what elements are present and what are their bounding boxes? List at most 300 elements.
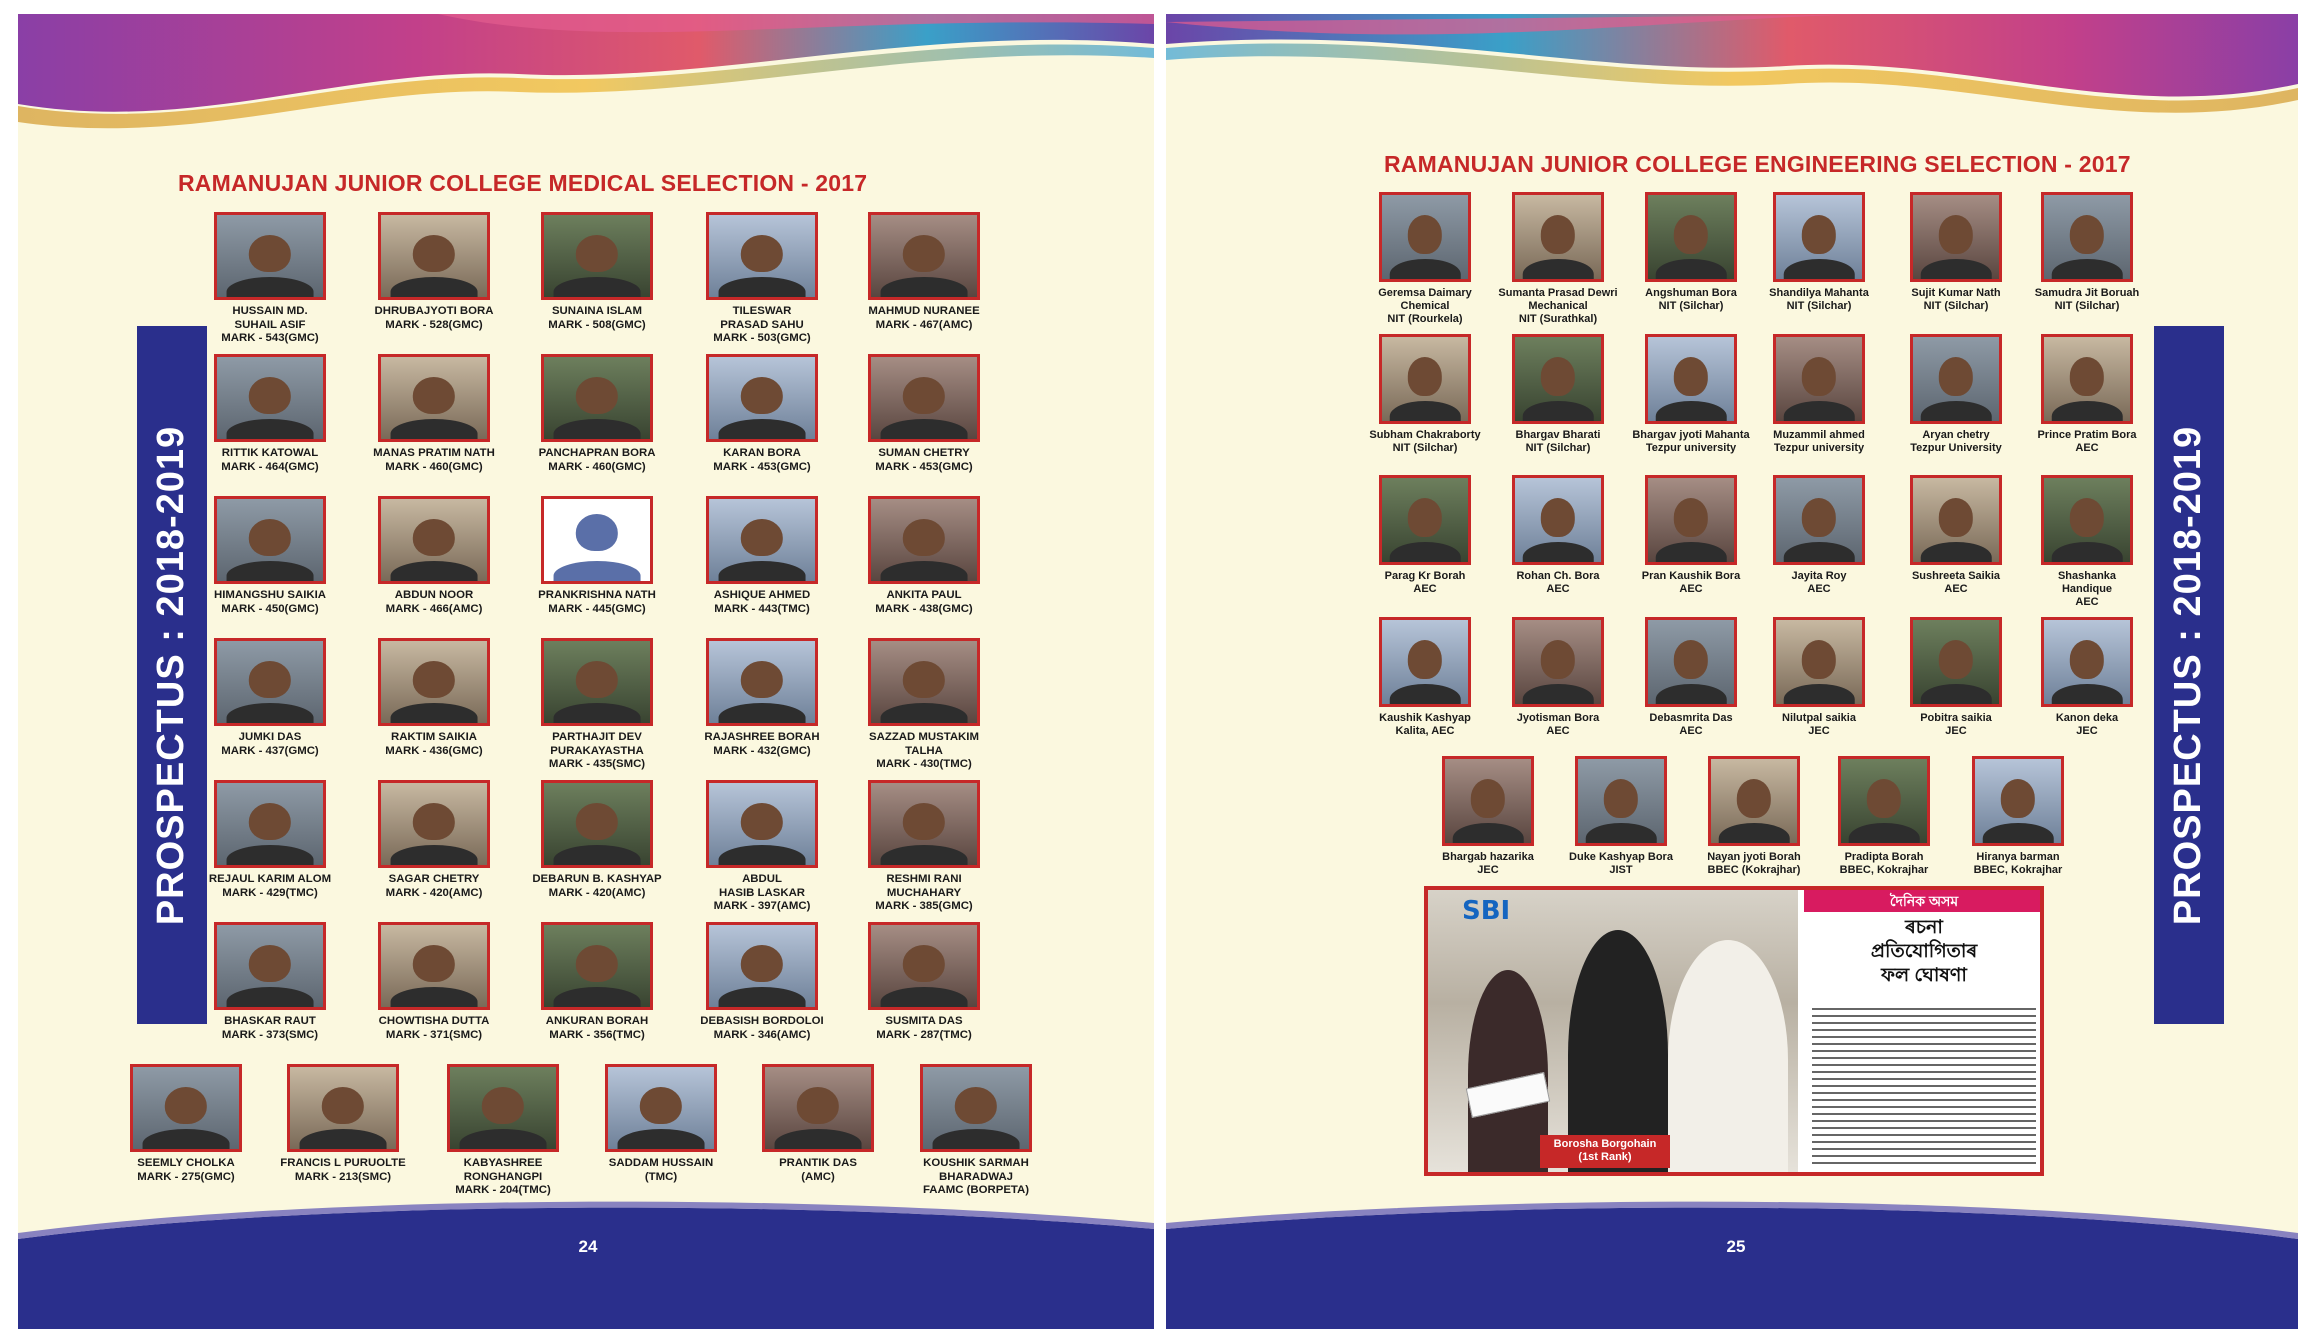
caption-line: BBEC (Kokrajhar) xyxy=(1707,864,1801,877)
caption-line: Parag Kr Borah xyxy=(1384,570,1466,582)
student-photo xyxy=(1379,192,1471,282)
caption-line: (AMC) xyxy=(801,1170,835,1183)
student-photo xyxy=(1645,192,1737,282)
student-caption xyxy=(1890,429,2022,455)
ceremony-scene xyxy=(1428,890,1798,1172)
caption-line: JEC xyxy=(1945,725,1967,738)
student-caption xyxy=(1625,570,1757,596)
student-photo xyxy=(541,780,653,868)
caption-line: MARK - 508(GMC) xyxy=(548,318,646,331)
student-photo xyxy=(1645,617,1737,707)
sbi-logo: SBI xyxy=(1462,896,1511,926)
student-card xyxy=(849,638,999,772)
caption-line: Shandilya Mahanta xyxy=(1769,287,1869,299)
student-photo xyxy=(1838,756,1930,846)
caption-line: HASIB LASKAR xyxy=(718,886,806,899)
caption-line: JUMKI DAS xyxy=(238,731,302,743)
student-card xyxy=(195,496,345,616)
caption-line: Tezpur university xyxy=(1773,442,1865,455)
caption-line: NIT (Silchar) xyxy=(1658,300,1724,313)
student-photo xyxy=(378,638,490,726)
caption-line: MARK - 528(GMC) xyxy=(385,318,483,331)
student-photo xyxy=(1379,475,1471,565)
student-card xyxy=(1492,475,1624,596)
caption-line: BBEC, Kokrajhar xyxy=(1839,864,1929,877)
caption-line: PRANTIK DAS xyxy=(779,1157,857,1169)
caption-line: MARK - 453(GMC) xyxy=(875,460,973,473)
caption-line: AEC xyxy=(1679,725,1703,738)
student-card xyxy=(1625,334,1757,455)
caption-line: NIT (Silchar) xyxy=(1786,300,1852,313)
student-photo xyxy=(1442,756,1534,846)
caption-line: MARK - 275(GMC) xyxy=(137,1170,235,1183)
caption-line: MARK - 371(SMC) xyxy=(385,1028,483,1041)
student-caption xyxy=(1952,851,2084,877)
student-photo xyxy=(378,780,490,868)
student-card xyxy=(268,1064,418,1184)
student-card xyxy=(359,638,509,758)
student-photo xyxy=(378,354,490,442)
student-photo xyxy=(2041,192,2133,282)
caption-line: AEC xyxy=(1807,583,1831,596)
student-caption xyxy=(1818,851,1950,877)
caption-line: Nilutpal saikia xyxy=(1782,712,1856,724)
student-caption xyxy=(2021,429,2153,455)
caption-line: NIT (Silchar) xyxy=(1525,442,1591,455)
caption-line: AEC xyxy=(1546,583,1570,596)
caption-line: MUCHAHARY xyxy=(886,886,962,899)
student-caption xyxy=(1359,287,1491,327)
caption-line: Duke Kashyap Bora xyxy=(1569,851,1673,863)
caption-line: MARK - 503(GMC) xyxy=(713,332,811,345)
caption-line: MARK - 438(GMC) xyxy=(875,602,973,615)
student-card xyxy=(2021,475,2153,610)
caption-line: Chemical xyxy=(1400,300,1450,313)
student-photo xyxy=(1910,617,2002,707)
student-card xyxy=(687,780,837,914)
student-photo xyxy=(1773,334,1865,424)
caption-line: DHRUBAJYOTI BORA xyxy=(374,305,494,317)
caption-line: RONGHANGPI xyxy=(463,1170,543,1183)
student-caption xyxy=(1625,712,1757,738)
top-decorative-wave xyxy=(18,14,1154,154)
student-card xyxy=(1359,617,1491,738)
student-card xyxy=(2021,617,2153,738)
caption-line: SUNAINA ISLAM xyxy=(551,305,643,317)
caption-line: Bhargav jyoti Mahanta xyxy=(1632,429,1750,441)
caption-line: Jayita Roy xyxy=(1791,570,1847,582)
caption-line: MARK - 464(GMC) xyxy=(221,460,319,473)
caption-line: MARK - 435(SMC) xyxy=(548,758,646,771)
student-caption xyxy=(195,305,345,346)
caption-line: AEC xyxy=(1679,583,1703,596)
caption-line: AEC xyxy=(1546,725,1570,738)
caption-line: MARK - 460(GMC) xyxy=(385,460,483,473)
caption-line: MARK - 460(GMC) xyxy=(548,460,646,473)
student-photo xyxy=(2041,617,2133,707)
caption-line: ANKITA PAUL xyxy=(886,589,962,601)
student-caption xyxy=(687,1015,837,1042)
student-card xyxy=(1818,756,1950,877)
caption-line: Bhargav Bharati xyxy=(1515,429,1601,441)
caption-line: PARTHAJIT DEV xyxy=(552,731,642,743)
caption-line: RITTIK KATOWAL xyxy=(221,447,319,459)
caption-line: NIT (Silchar) xyxy=(1923,300,1989,313)
caption-line: Subham Chakraborty xyxy=(1369,429,1481,441)
student-card xyxy=(687,638,837,758)
student-caption xyxy=(687,589,837,616)
student-photo xyxy=(1910,334,2002,424)
student-caption xyxy=(195,873,345,900)
student-caption xyxy=(1890,570,2022,596)
student-photo xyxy=(868,780,980,868)
caption-line: SEEMLY CHOLKA xyxy=(137,1157,235,1169)
caption-line: DEBARUN B. KASHYAP xyxy=(532,873,662,885)
student-photo xyxy=(130,1064,242,1152)
student-photo xyxy=(214,212,326,300)
student-card xyxy=(586,1064,736,1184)
student-card xyxy=(522,354,672,474)
caption-line: MARK - 397(AMC) xyxy=(713,900,811,913)
award-ceremony-photo xyxy=(1424,886,2044,1176)
student-card xyxy=(1753,334,1885,455)
student-photo xyxy=(1645,334,1737,424)
student-card xyxy=(743,1064,893,1184)
student-caption xyxy=(522,447,672,474)
student-card xyxy=(849,922,999,1042)
caption-line: Sumanta Prasad Dewri xyxy=(1498,287,1618,299)
student-caption xyxy=(1555,851,1687,877)
student-card xyxy=(849,354,999,474)
caption-line: MARK - 445(GMC) xyxy=(548,602,646,615)
prospectus-banner-text: PROSPECTUS : 2018-2019 xyxy=(150,425,193,925)
student-photo xyxy=(868,212,980,300)
student-caption xyxy=(1753,287,1885,313)
caption-line: MARK - 432(GMC) xyxy=(713,744,811,757)
caption-line: Kaushik Kashyap xyxy=(1379,712,1471,724)
caption-line: KARAN BORA xyxy=(723,447,801,459)
student-photo xyxy=(541,638,653,726)
caption-line: MARK - 385(GMC) xyxy=(875,900,973,913)
student-photo xyxy=(2041,334,2133,424)
student-card xyxy=(1359,334,1491,455)
student-card xyxy=(1492,192,1624,327)
student-card xyxy=(111,1064,261,1184)
student-card xyxy=(1625,475,1757,596)
student-photo xyxy=(1379,334,1471,424)
caption-line: PANCHAPRAN BORA xyxy=(538,447,656,459)
caption-line: MAHMUD NURANEE xyxy=(868,305,980,317)
student-card xyxy=(195,922,345,1042)
student-card xyxy=(359,780,509,900)
caption-line: JEC xyxy=(2076,725,2098,738)
student-caption xyxy=(195,731,345,758)
student-card xyxy=(1625,617,1757,738)
student-card xyxy=(522,638,672,772)
caption-line: AEC xyxy=(1413,583,1437,596)
caption-line: MARK - 450(GMC) xyxy=(221,602,319,615)
student-caption xyxy=(1492,429,1624,455)
student-caption xyxy=(687,873,837,914)
student-caption xyxy=(849,873,999,914)
caption-line: SAZZAD MUSTAKIM xyxy=(869,731,979,743)
caption-line: BHASKAR RAUT xyxy=(224,1015,316,1027)
caption-line: MARK - 543(GMC) xyxy=(221,332,319,345)
student-caption xyxy=(522,731,672,772)
student-card xyxy=(522,496,672,616)
student-card xyxy=(195,212,345,346)
student-caption xyxy=(1753,429,1885,455)
student-photo xyxy=(541,212,653,300)
engineering-selection-heading: RAMANUJAN JUNIOR COLLEGE ENGINEERING SELECTION - 2017 xyxy=(1384,151,2131,177)
student-photo xyxy=(706,496,818,584)
caption-line: Bhargab hazarika xyxy=(1442,851,1534,863)
caption-line: MARK - 443(TMC) xyxy=(714,602,810,615)
caption-line: SUMAN CHETRY xyxy=(878,447,970,459)
student-card xyxy=(687,354,837,474)
caption-line: BHARADWAJ xyxy=(938,1170,1014,1183)
student-caption xyxy=(1359,429,1491,455)
caption-line: SADDAM HUSSAIN xyxy=(608,1157,714,1169)
caption-line: MARK - 346(AMC) xyxy=(713,1028,811,1041)
caption-line: MARK - 453(GMC) xyxy=(713,460,811,473)
caption-line: PRASAD SAHU xyxy=(720,318,804,331)
student-photo xyxy=(1773,617,1865,707)
student-photo xyxy=(706,212,818,300)
caption-line: KOUSHIK SARMAH xyxy=(923,1157,1029,1169)
student-photo xyxy=(1910,192,2002,282)
caption-line: MARK - 429(TMC) xyxy=(222,886,318,899)
caption-line: SUSMITA DAS xyxy=(885,1015,963,1027)
caption-line: NIT (Surathkal) xyxy=(1518,313,1598,326)
caption-line: FRANCIS L PURUOLTE xyxy=(280,1157,406,1169)
caption-line: Tezpur university xyxy=(1645,442,1737,455)
student-caption xyxy=(1359,570,1491,596)
caption-line: MARK - 436(GMC) xyxy=(385,744,483,757)
caption-line: Aryan chetry xyxy=(1922,429,1990,441)
newspaper-text-lines xyxy=(1812,1008,2036,1164)
caption-line: Hiranya barman xyxy=(1976,851,2060,863)
student-card xyxy=(1422,756,1554,877)
prospectus-banner-text: PROSPECTUS : 2018-2019 xyxy=(2167,425,2210,925)
student-photo xyxy=(214,354,326,442)
student-card xyxy=(687,212,837,346)
caption-line: CHOWTISHA DUTTA xyxy=(378,1015,490,1027)
caption-line: TALHA xyxy=(905,744,943,757)
medical-selection-heading: RAMANUJAN JUNIOR COLLEGE MEDICAL SELECTION - 2017 xyxy=(178,170,868,196)
student-caption xyxy=(1688,851,1820,877)
student-photo xyxy=(1773,192,1865,282)
student-photo xyxy=(605,1064,717,1152)
caption-line: JEC xyxy=(1808,725,1830,738)
student-caption xyxy=(1625,429,1757,455)
caption-line: MARK - 466(AMC) xyxy=(385,602,483,615)
caption-line: Muzammil ahmed xyxy=(1773,429,1865,441)
newspaper-masthead: দৈনিক অসম xyxy=(1804,890,2044,912)
newspaper-headline: ৰচনা প্ৰতিযোগিতাৰ ফল ঘোষণা xyxy=(1870,917,1978,986)
student-card xyxy=(1753,617,1885,738)
caption-line: (TMC) xyxy=(644,1170,678,1183)
page-number-right: 25 xyxy=(1726,1237,1746,1256)
caption-line: Shashanka xyxy=(2057,570,2117,582)
student-caption xyxy=(359,1015,509,1042)
caption-line: MARK - 430(TMC) xyxy=(876,758,972,771)
caption-line: MARK - 373(SMC) xyxy=(221,1028,319,1041)
caption-line: Pran Kaushik Bora xyxy=(1641,570,1741,582)
caption-line: Kanon deka xyxy=(2055,712,2119,724)
student-caption xyxy=(2021,287,2153,313)
caption-line: KABYASHREE xyxy=(463,1157,543,1169)
student-caption xyxy=(1359,712,1491,738)
caption-line: Prince Pratim Bora xyxy=(2037,429,2137,441)
student-card xyxy=(359,212,509,332)
student-card xyxy=(1890,617,2022,738)
student-caption xyxy=(849,305,999,332)
student-caption xyxy=(522,589,672,616)
student-photo xyxy=(1972,756,2064,846)
student-card xyxy=(1753,475,1885,596)
student-photo xyxy=(706,922,818,1010)
student-caption xyxy=(359,731,509,758)
caption-line: MARK - 420(AMC) xyxy=(548,886,646,899)
caption-line: ABDUN NOOR xyxy=(394,589,474,601)
student-card xyxy=(195,638,345,758)
student-card xyxy=(1890,475,2022,596)
student-photo xyxy=(706,780,818,868)
student-photo xyxy=(214,496,326,584)
student-photo xyxy=(1645,475,1737,565)
caption-line: AEC xyxy=(2075,442,2099,455)
caption-line: AEC xyxy=(1944,583,1968,596)
caption-line: Sujit Kumar Nath xyxy=(1911,287,2001,299)
caption-line: MARK - 287(TMC) xyxy=(876,1028,972,1041)
caption-line: Sushreeta Saikia xyxy=(1911,570,2001,582)
student-photo xyxy=(541,354,653,442)
student-photo xyxy=(706,354,818,442)
newspaper-clipping xyxy=(1804,890,2044,1172)
caption-line: NIT (Silchar) xyxy=(2054,300,2120,313)
student-photo xyxy=(287,1064,399,1152)
caption-line: AEC xyxy=(2075,596,2099,609)
student-card xyxy=(1359,475,1491,596)
student-caption xyxy=(1422,851,1554,877)
prospectus-banner-right xyxy=(2154,326,2224,1024)
caption-line: REJAUL KARIM ALOM xyxy=(208,873,332,885)
caption-line: Tezpur University xyxy=(1910,442,2002,455)
left-page xyxy=(18,14,1154,1329)
student-caption xyxy=(359,589,509,616)
student-photo xyxy=(1910,475,2002,565)
student-photo xyxy=(868,354,980,442)
student-caption xyxy=(687,305,837,346)
student-caption xyxy=(2021,570,2153,610)
student-caption xyxy=(849,1015,999,1042)
elder-figure xyxy=(1668,940,1788,1176)
student-card xyxy=(901,1064,1051,1198)
student-caption xyxy=(1492,570,1624,596)
student-photo xyxy=(214,638,326,726)
student-photo xyxy=(1512,475,1604,565)
caption-line: BBEC, Kokrajhar xyxy=(1973,864,2063,877)
caption-line: JEC xyxy=(1477,864,1499,877)
student-card xyxy=(428,1064,578,1198)
caption-line: MARK - 467(AMC) xyxy=(875,318,973,331)
student-caption xyxy=(195,589,345,616)
caption-line: DEBASISH BORDOLOI xyxy=(700,1015,824,1027)
caption-line: MARK - 356(TMC) xyxy=(549,1028,645,1041)
student-caption xyxy=(522,305,672,332)
student-photo xyxy=(1379,617,1471,707)
student-photo xyxy=(868,922,980,1010)
caption-line: MANAS PRATIM NATH xyxy=(373,447,495,459)
student-caption xyxy=(522,1015,672,1042)
student-photo xyxy=(706,638,818,726)
student-photo xyxy=(541,496,653,584)
caption-line: HIMANGSHU SAIKIA xyxy=(213,589,326,601)
student-photo xyxy=(1512,334,1604,424)
student-caption xyxy=(1492,712,1624,738)
student-card xyxy=(2021,334,2153,455)
caption-line: Geremsa Daimary xyxy=(1378,287,1472,299)
caption-line: HUSSAIN MD. xyxy=(232,305,308,317)
caption-line: TILESWAR xyxy=(732,305,792,317)
caption-line: FAAMC (BORPETA) xyxy=(922,1184,1030,1197)
student-caption xyxy=(359,873,509,900)
student-card xyxy=(1555,756,1687,877)
student-card xyxy=(195,354,345,474)
student-caption xyxy=(1625,287,1757,313)
student-caption xyxy=(2021,712,2153,738)
student-photo xyxy=(1708,756,1800,846)
student-caption xyxy=(195,447,345,474)
student-card xyxy=(359,496,509,616)
student-photo xyxy=(1512,192,1604,282)
student-caption xyxy=(849,589,999,616)
student-caption xyxy=(849,731,999,772)
student-photo xyxy=(447,1064,559,1152)
student-caption xyxy=(1890,287,2022,313)
student-photo xyxy=(868,496,980,584)
student-card xyxy=(1492,334,1624,455)
student-card xyxy=(1952,756,2084,877)
caption-line: MARK - 437(GMC) xyxy=(221,744,319,757)
student-card xyxy=(359,922,509,1042)
caption-line: PRANKRISHNA NATH xyxy=(538,589,656,601)
student-card xyxy=(1359,192,1491,327)
caption-line: Angshuman Bora xyxy=(1645,287,1737,299)
student-caption xyxy=(1492,287,1624,327)
student-card xyxy=(2021,192,2153,313)
caption-line: Jyotisman Bora xyxy=(1516,712,1600,724)
caption-line: JIST xyxy=(1609,864,1633,877)
caption-line: Pobitra saikia xyxy=(1920,712,1992,724)
student-caption xyxy=(522,873,672,900)
student-photo xyxy=(868,638,980,726)
right-page xyxy=(1166,14,2298,1329)
student-card xyxy=(849,212,999,332)
student-caption xyxy=(687,447,837,474)
student-card xyxy=(1492,617,1624,738)
student-caption xyxy=(1753,570,1885,596)
student-card xyxy=(522,212,672,332)
student-photo xyxy=(920,1064,1032,1152)
caption-line: SAGAR CHETRY xyxy=(388,873,480,885)
caption-line: Nayan jyoti Borah xyxy=(1707,851,1801,863)
student-photo xyxy=(1773,475,1865,565)
student-photo xyxy=(378,922,490,1010)
caption-line: MARK - 204(TMC) xyxy=(455,1184,551,1197)
student-caption xyxy=(195,1015,345,1042)
